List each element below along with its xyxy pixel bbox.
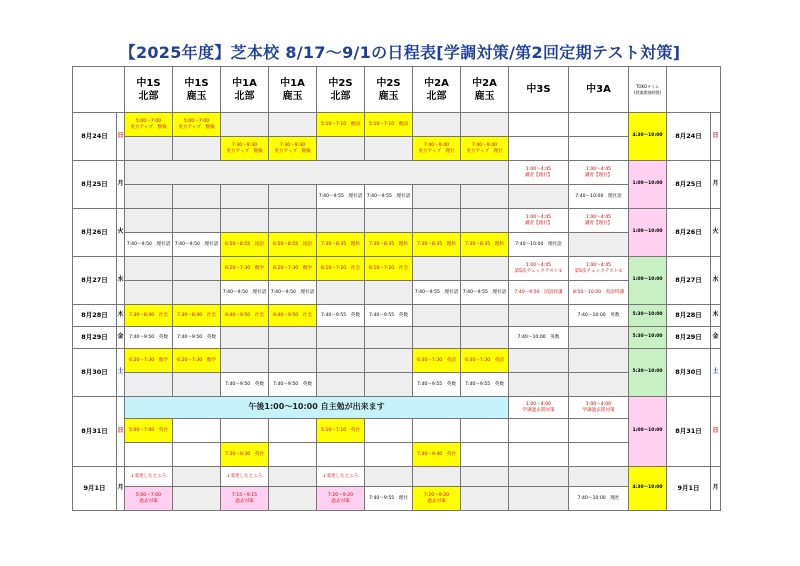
slot-cell: 7:40～9:55 英数 <box>317 305 365 327</box>
empty-cell <box>569 349 629 373</box>
empty-cell <box>125 257 173 281</box>
empty-cell <box>221 419 269 443</box>
empty-cell <box>365 327 413 349</box>
col-header-1a-kagyoku: 中1A 鹿玉 <box>269 67 317 113</box>
slot-cell: 6:50～8:55 国語 <box>269 233 317 257</box>
day-row-0827-a <box>73 257 721 281</box>
col-header-2s-hokubu: 中2S 北部 <box>317 67 365 113</box>
slot-cell: 7:40～9:50 理社語 <box>173 233 221 257</box>
empty-cell <box>173 137 221 161</box>
day-row-0826-a <box>73 209 721 233</box>
empty-cell <box>461 467 509 487</box>
date-label: 8月25日 <box>73 161 117 209</box>
date-label-right: 8月28日 <box>667 305 711 327</box>
day-row-0824-a <box>73 113 721 137</box>
slot-cell: 7:30～8:35 理科 <box>365 233 413 257</box>
slot-cell: 7:30～8:35 理科 <box>413 233 461 257</box>
empty-cell <box>125 281 173 305</box>
changed-note: ↓変更したところ <box>125 467 173 487</box>
slot-cell: 7:40～9:50 理社語 <box>125 233 173 257</box>
date-label-right: 9月1日 <box>667 467 711 511</box>
slot-cell: 5:10～7:10 数国 <box>317 113 365 137</box>
weekday-label-right: 月 <box>711 161 721 209</box>
empty-cell <box>173 487 221 511</box>
slot-cell: 7:40～9:50 理社語 <box>221 281 269 305</box>
date-label: 8月26日 <box>73 209 117 257</box>
empty-cell <box>569 137 629 161</box>
weekday-label-right: 日 <box>711 397 721 467</box>
slot-cell: 1:00～4:45 講習【理社】 <box>569 209 629 233</box>
empty-cell <box>461 305 509 327</box>
slot-cell: 7:40～10:00 理社 <box>569 487 629 511</box>
empty-cell <box>509 467 569 487</box>
weekday-label: 金 <box>117 327 125 349</box>
empty-cell <box>365 281 413 305</box>
empty-cell <box>461 487 509 511</box>
empty-cell <box>509 349 569 373</box>
day-row-0901-b <box>73 487 721 511</box>
empty-cell <box>221 209 269 233</box>
empty-cell <box>365 419 413 443</box>
toko-time: 5:30～10:00 <box>629 327 667 349</box>
self-study-banner: 午後1:00～10:00 自主勉が出来ます <box>125 397 509 419</box>
empty-cell <box>269 467 317 487</box>
empty-cell <box>569 419 629 443</box>
empty-cell <box>569 233 629 257</box>
empty-cell <box>413 113 461 137</box>
slot-cell: 1:00～4:45 第5次チェックテスト① <box>509 257 569 281</box>
date-label: 9月1日 <box>73 467 117 511</box>
slot-cell: 7:20～9:20 過去対策 <box>413 487 461 511</box>
day-row-0827-b <box>73 281 721 305</box>
empty-cell <box>461 185 509 209</box>
slot-cell: 7:30～8:35 理科 <box>461 233 509 257</box>
empty-cell <box>461 209 509 233</box>
toko-time: 1:00～10:00 <box>629 397 667 467</box>
weekday-label-right: 木 <box>711 305 721 327</box>
empty-cell <box>569 467 629 487</box>
date-label: 8月27日 <box>73 257 117 305</box>
slot-cell: 7:40～9:40 実力アップ 理社 <box>413 137 461 161</box>
empty-cell <box>413 419 461 443</box>
date-label: 8月31日 <box>73 397 117 467</box>
slot-cell: 7:40～9:50 英数 <box>173 327 221 349</box>
empty-cell <box>173 467 221 487</box>
empty-cell <box>509 487 569 511</box>
day-row-0831-a <box>73 397 721 419</box>
empty-cell <box>125 443 173 467</box>
slot-cell: 1:00～4:45 講習【理社】 <box>509 161 569 185</box>
slot-cell: 7:40～10:00 理社語 <box>509 233 569 257</box>
slot-cell: 5:10～7:10 数国 <box>365 113 413 137</box>
slot-cell: 7:40～9:50 国語特講 <box>509 281 569 305</box>
slot-cell: 7:40～10:00 理社語 <box>569 185 629 209</box>
weekday-label: 月 <box>117 467 125 511</box>
toko-time: 1:00～10:00 <box>629 257 667 305</box>
empty-cell <box>269 487 317 511</box>
day-row-0825-a <box>73 161 721 185</box>
slot-cell: 7:30～9:30 英社 <box>221 443 269 467</box>
empty-cell <box>125 373 173 397</box>
slot-cell: 1:00～4:45 第5次チェックテスト① <box>569 257 629 281</box>
col-header-3s: 中3S <box>509 67 569 113</box>
slot-cell: 7:15～9:15 過去対策 <box>221 487 269 511</box>
empty-cell <box>365 137 413 161</box>
slot-cell: 5:00～7:00 実力アップ 数検 <box>173 113 221 137</box>
col-header-toko: TOKOタイム (授業開放時間) <box>629 67 667 113</box>
empty-cell <box>125 137 173 161</box>
empty-cell <box>569 113 629 137</box>
empty-cell <box>125 209 173 233</box>
slot-cell: 7:40～10:00 英数 <box>509 327 569 349</box>
day-row-0824-b <box>73 137 721 161</box>
slot-cell: 6:30～7:30 英語 <box>461 349 509 373</box>
day-row-0831-b <box>73 419 721 443</box>
weekday-label-right: 金 <box>711 327 721 349</box>
weekday-label: 火 <box>117 209 125 257</box>
empty-cell <box>221 113 269 137</box>
date-label: 8月28日 <box>73 305 117 327</box>
slot-cell: 7:40～9:55 英数 <box>365 305 413 327</box>
empty-cell <box>461 327 509 349</box>
slot-cell: 6:10～7:20 社会 <box>317 257 365 281</box>
date-label-right: 8月27日 <box>667 257 711 305</box>
weekday-label-right: 火 <box>711 209 721 257</box>
weekday-label-right: 水 <box>711 257 721 305</box>
empty-cell <box>317 209 365 233</box>
empty-cell <box>509 419 569 443</box>
empty-cell <box>413 467 461 487</box>
empty-cell <box>317 137 365 161</box>
corner-cell-right <box>667 67 721 113</box>
slot-cell: 7:40～9:55 理社語 <box>317 185 365 209</box>
slot-cell: 7:30～8:40 社会 <box>173 305 221 327</box>
day-row-0830-b <box>73 373 721 397</box>
empty-cell <box>125 161 509 185</box>
toko-time: 1:00～10:00 <box>629 161 667 209</box>
date-label-right: 8月30日 <box>667 349 711 397</box>
empty-cell <box>317 281 365 305</box>
slot-cell: 8:40～9:50 社会 <box>221 305 269 327</box>
date-label-right: 8月31日 <box>667 397 711 467</box>
slot-cell: 6:20～7:30 数学 <box>173 349 221 373</box>
slot-cell: 7:40～9:55 英数 <box>461 373 509 397</box>
weekday-label: 土 <box>117 349 125 397</box>
date-label-right: 8月26日 <box>667 209 711 257</box>
slot-cell: 1:00～4:00 学調過去問対策 <box>509 397 569 419</box>
slot-cell: 6:20～7:30 数学 <box>125 349 173 373</box>
empty-cell <box>221 327 269 349</box>
slot-cell: 7:40～9:55 理社語 <box>461 281 509 305</box>
empty-cell <box>365 467 413 487</box>
empty-cell <box>173 185 221 209</box>
slot-cell: 8:40～9:50 社会 <box>269 305 317 327</box>
slot-cell: 5:00～7:00 過去対策 <box>125 487 173 511</box>
slot-cell: 7:40～9:55 理社 <box>365 487 413 511</box>
empty-cell <box>365 209 413 233</box>
slot-cell: 7:40～9:50 理社語 <box>269 281 317 305</box>
slot-cell: 7:30～9:30 実力アップ 数検 <box>269 137 317 161</box>
slot-cell: 7:30～9:30 実力アップ 数検 <box>221 137 269 161</box>
slot-cell: 7:40～9:55 理社語 <box>365 185 413 209</box>
empty-cell <box>269 443 317 467</box>
empty-cell <box>173 373 221 397</box>
empty-cell <box>461 257 509 281</box>
empty-cell <box>221 349 269 373</box>
toko-time: 5:30～10:00 <box>629 305 667 327</box>
empty-cell <box>509 305 569 327</box>
weekday-label: 木 <box>117 305 125 327</box>
empty-cell <box>413 257 461 281</box>
empty-cell <box>269 419 317 443</box>
slot-cell: 6:50～8:55 国語 <box>221 233 269 257</box>
empty-cell <box>509 137 569 161</box>
empty-cell <box>509 185 569 209</box>
empty-cell <box>569 327 629 349</box>
empty-cell <box>461 419 509 443</box>
empty-cell <box>317 349 365 373</box>
date-label: 8月30日 <box>73 349 117 397</box>
empty-cell <box>365 349 413 373</box>
empty-cell <box>413 209 461 233</box>
slot-cell: 6:30～7:30 英語 <box>413 349 461 373</box>
day-row-0829 <box>73 327 721 349</box>
empty-cell <box>509 443 569 467</box>
weekday-label-right: 月 <box>711 467 721 511</box>
schedule-table <box>72 66 721 511</box>
slot-cell: 5:00～7:00 実力アップ 数検 <box>125 113 173 137</box>
col-header-1s-kagyoku: 中1S 鹿玉 <box>173 67 221 113</box>
changed-note: ↓変更したところ <box>317 467 365 487</box>
day-row-0825-b <box>73 185 721 209</box>
empty-cell <box>173 209 221 233</box>
slot-cell: 6:20～7:30 数学 <box>221 257 269 281</box>
empty-cell <box>221 185 269 209</box>
empty-cell <box>461 443 509 467</box>
empty-cell <box>509 373 569 397</box>
weekday-label: 水 <box>117 257 125 305</box>
empty-cell <box>173 281 221 305</box>
slot-cell: 6:10～7:20 社会 <box>365 257 413 281</box>
changed-note: ↓変更したところ <box>221 467 269 487</box>
day-row-0830-a <box>73 349 721 373</box>
day-row-0901-a <box>73 467 721 487</box>
weekday-label: 日 <box>117 113 125 161</box>
empty-cell <box>269 209 317 233</box>
slot-cell: 1:00～4:00 学調過去問対策 <box>569 397 629 419</box>
empty-cell <box>413 327 461 349</box>
date-label-right: 8月24日 <box>667 113 711 161</box>
header-row <box>73 67 721 113</box>
toko-time: 1:00～10:00 <box>629 209 667 257</box>
empty-cell <box>365 443 413 467</box>
toko-time: 4:30～10:00 <box>629 113 667 161</box>
date-label: 8月24日 <box>73 113 117 161</box>
empty-cell <box>317 443 365 467</box>
empty-cell <box>125 185 173 209</box>
toko-time: 5:30～10:00 <box>629 349 667 397</box>
day-row-0826-b <box>73 233 721 257</box>
empty-cell <box>173 257 221 281</box>
slot-cell: 6:20～7:30 数学 <box>269 257 317 281</box>
col-header-1a-hokubu: 中1A 北部 <box>221 67 269 113</box>
date-label-right: 8月25日 <box>667 161 711 209</box>
slot-cell: 5:00～7:00 英社 <box>125 419 173 443</box>
slot-cell: 1:00～4:45 講習【理社】 <box>509 209 569 233</box>
col-header-2s-kagyoku: 中2S 鹿玉 <box>365 67 413 113</box>
page-title: 【2025年度】芝本校 8/17～9/1の日程表[学調対策/第2回定期テスト対策] <box>119 43 681 62</box>
slot-cell: 7:40～9:50 英数 <box>125 327 173 349</box>
slot-cell: 7:40～9:55 理社語 <box>413 281 461 305</box>
slot-cell: 7:40～9:50 英数 <box>221 373 269 397</box>
slot-cell: 7:40～9:50 英数 <box>269 373 317 397</box>
empty-cell <box>509 113 569 137</box>
empty-cell <box>269 113 317 137</box>
slot-cell: 7:40～9:40 英社 <box>413 443 461 467</box>
col-header-2a-kagyoku: 中2A 鹿玉 <box>461 67 509 113</box>
empty-cell <box>269 349 317 373</box>
date-label: 8月29日 <box>73 327 117 349</box>
slot-cell: 7:40～9:40 実力アップ 理社 <box>461 137 509 161</box>
slot-cell: 1:00～4:45 講習【理社】 <box>569 161 629 185</box>
empty-cell <box>317 373 365 397</box>
corner-cell <box>73 67 125 113</box>
slot-cell: 7:30～8:40 社会 <box>125 305 173 327</box>
empty-cell <box>365 373 413 397</box>
empty-cell <box>413 305 461 327</box>
toko-time: 4:30～10:00 <box>629 467 667 511</box>
slot-cell: 7:40～9:55 英数 <box>413 373 461 397</box>
weekday-label: 日 <box>117 397 125 467</box>
date-label-right: 8月29日 <box>667 327 711 349</box>
day-row-0828 <box>73 305 721 327</box>
day-row-0831-c <box>73 443 721 467</box>
empty-cell <box>317 327 365 349</box>
empty-cell <box>569 443 629 467</box>
slot-cell: 7:30～8:35 理科 <box>317 233 365 257</box>
empty-cell <box>269 185 317 209</box>
slot-cell: 7:40～10:00 英数 <box>569 305 629 327</box>
col-header-2a-hokubu: 中2A 北部 <box>413 67 461 113</box>
weekday-label-right: 日 <box>711 113 721 161</box>
slot-cell: 8:50～10:00 英語特講 <box>569 281 629 305</box>
empty-cell <box>569 373 629 397</box>
col-header-1s-hokubu: 中1S 北部 <box>125 67 173 113</box>
empty-cell <box>269 327 317 349</box>
empty-cell <box>461 113 509 137</box>
weekday-label: 月 <box>117 161 125 209</box>
col-header-3a: 中3A <box>569 67 629 113</box>
slot-cell: 5:10～7:10 英社 <box>317 419 365 443</box>
weekday-label-right: 土 <box>711 349 721 397</box>
empty-cell <box>173 419 221 443</box>
empty-cell <box>413 185 461 209</box>
slot-cell: 7:20～9:20 過去対策 <box>317 487 365 511</box>
empty-cell <box>173 443 221 467</box>
